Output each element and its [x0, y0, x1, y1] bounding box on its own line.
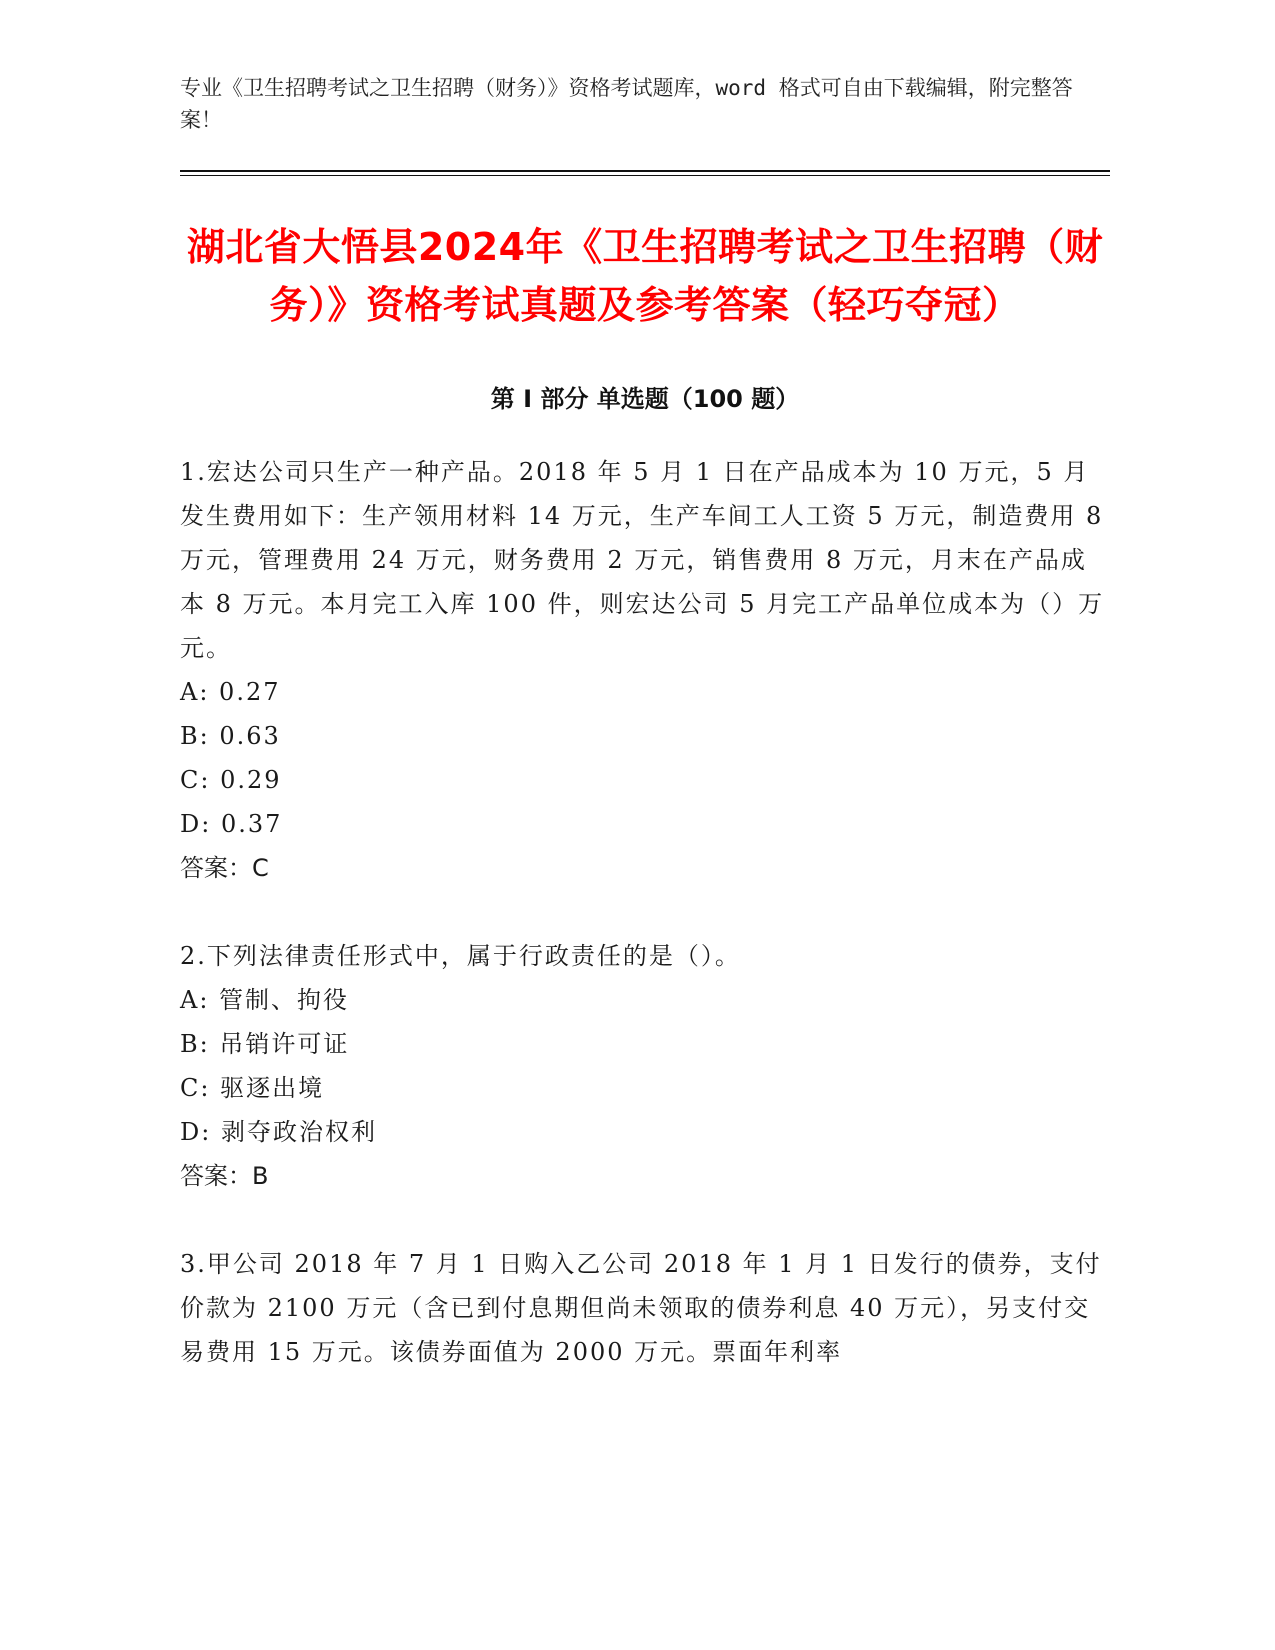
- option-a: A: 0.27: [180, 678, 281, 706]
- option-c: C: 驱逐出境: [180, 1074, 325, 1102]
- question-stem: 2.下列法律责任形式中，属于行政责任的是（）。: [180, 942, 741, 970]
- question-stem: 3.甲公司 2018 年 7 月 1 日购入乙公司 2018 年 1 月 1 日发行的债券，支付价款为 2100 万元（含已到付息期但尚未领取的债券利息 40 万元），另支付交易费用 15 万元。该债券面值为 2000 万元。票面年利率: [180, 1250, 1102, 1366]
- question-3: [180, 1242, 1110, 1374]
- document-page: [180, 70, 1110, 1374]
- option-d: D: 剥夺政治权利: [180, 1118, 377, 1146]
- option-d: D: 0.37: [180, 810, 283, 838]
- option-c: C: 0.29: [180, 766, 282, 794]
- document-title: 湖北省大悟县2024年《卫生招聘考试之卫生招聘（财务）》资格考试真题及参考答案（轻巧夺冠）: [186, 225, 1104, 327]
- option-a: A: 管制、拘役: [180, 986, 350, 1014]
- option-b: B: 吊销许可证: [180, 1030, 350, 1058]
- question-2: [180, 934, 1110, 1198]
- section-title: 第 I 部分 单选题（100 题）: [490, 385, 800, 413]
- question-1: [180, 450, 1110, 890]
- header-divider-inner: [180, 175, 1110, 176]
- option-b: B: 0.63: [180, 722, 281, 750]
- answer: 答案：C: [180, 854, 269, 882]
- question-stem: 1.宏达公司只生产一种产品。2018 年 5 月 1 日在产品成本为 10 万元，5 月发生费用如下：生产领用材料 14 万元，生产车间工人工资 5 万元，制造费用 8 万元，管理费用 24 万元，财务费用 2 万元，销售费用 8 万元，月末在产品成本 8 万元。本月完工入库 100 件，则宏达公司 5 月完工产品单位成本为（）万元。: [180, 458, 1105, 662]
- answer: 答案：B: [180, 1162, 269, 1190]
- header-divider: [180, 170, 1110, 176]
- header-note: 专业《卫生招聘考试之卫生招聘（财务）》资格考试题库，word 格式可自由下载编辑，附完整答案！: [180, 76, 1073, 132]
